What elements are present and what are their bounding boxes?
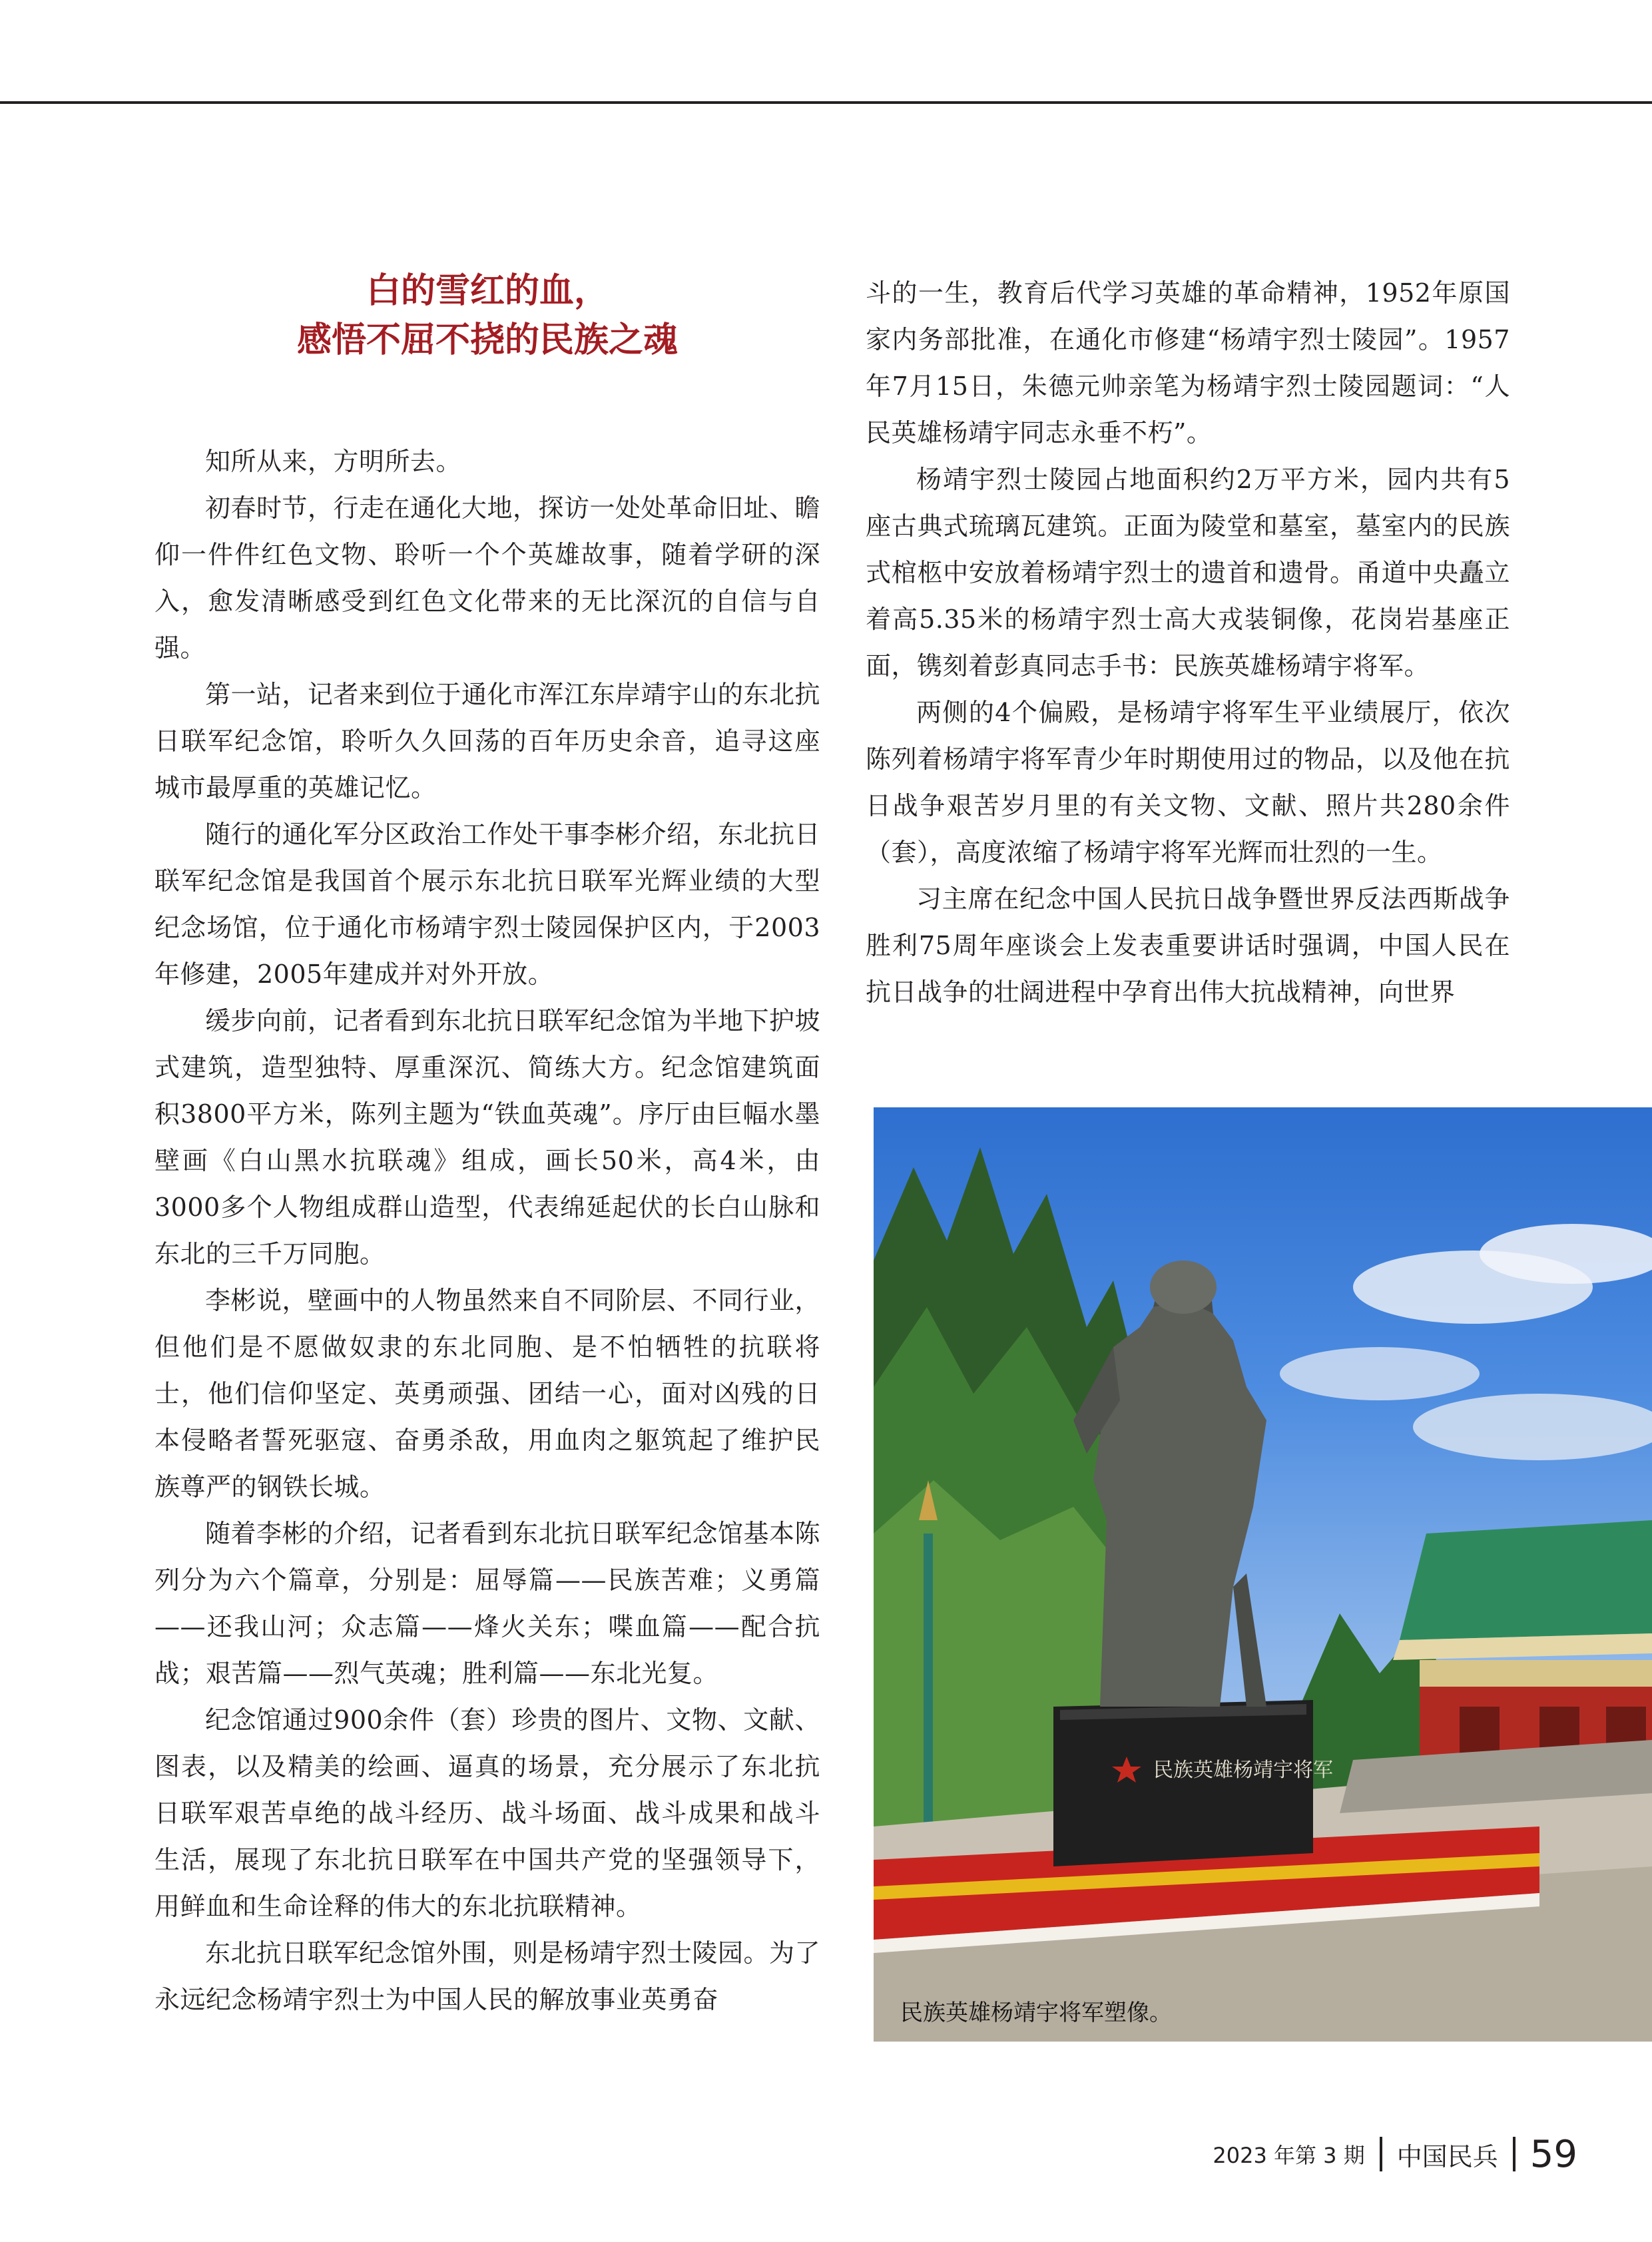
footer-divider [1380, 2137, 1382, 2171]
paragraph-continuation: 斗的一生，教育后代学习英雄的革命精神，1952年原国家内务部批准，在通化市修建“杨靖宇烈士陵园”。1957年7月15日，朱德元帅亲笔为杨靖宇烈士陵园题词：“人民英雄杨靖宇同志永垂不朽”。 [866, 278, 1510, 447]
photo-caption: 民族英雄杨靖宇将军塑像。 [900, 2000, 1172, 2026]
issue-label: 2023 年第 3 期 [1213, 2143, 1365, 2168]
paragraph: 知所从来，方明所去。 [205, 447, 462, 476]
pedestal-inscription: 民族英雄杨靖宇将军 [1153, 1759, 1333, 1782]
paragraph: 初春时节，行走在通化大地，探访一处处革命旧址、瞻仰一件件红色文物、聆听一个个英雄故事，随着学研的深入，愈发清晰感受到红色文化带来的无比深沉的自信与自强。 [154, 493, 821, 663]
headline-line-1: 白的雪红的血， [366, 271, 609, 311]
statue-photo [874, 1107, 1652, 2042]
right-column [866, 270, 1510, 1015]
paragraph: 东北抗日联军纪念馆外围，则是杨靖宇烈士陵园。为了永远纪念杨靖宇烈士为中国人民的解放事业英勇奋 [154, 1938, 821, 2014]
magazine-name: 中国民兵 [1396, 2141, 1498, 2171]
statue-scene [874, 1107, 1652, 2042]
article-headline [154, 266, 820, 365]
paragraph: 缓步向前，记者看到东北抗日联军纪念馆为半地下护坡式建筑，造型独特、厚重深沉、简练大方。纪念馆建筑面积3800平方米，陈列主题为“铁血英魂”。序厅由巨幅水墨壁画《白山黑水抗联魂》组成，画长50米，高4米，由3000多个人物组成群山造型，代表绵延起伏的长白山脉和东北的三千万同胞。 [154, 1006, 821, 1268]
paragraph: 随着李彬的介绍，记者看到东北抗日联军纪念馆基本陈列分为六个篇章，分别是：屈辱篇——民族苦难；义勇篇——还我山河；众志篇——烽火关东；喋血篇——配合抗战；艰苦篇——烈气英魂；胜利篇——东北光复。 [154, 1519, 821, 1688]
footer-divider [1513, 2137, 1515, 2171]
paragraph: 李彬说，壁画中的人物虽然来自不同阶层、不同行业，但他们是不愿做奴隶的东北同胞、是不怕牺牲的抗联将士，他们信仰坚定、英勇顽强、团结一心，面对凶残的日本侵略者誓死驱寇、奋勇杀敌，用血肉之躯筑起了维护民族尊严的钢铁长城。 [154, 1286, 821, 1502]
paragraph: 习主席在纪念中国人民抗日战争暨世界反法西斯战争胜利75周年座谈会上发表重要讲话时强调，中国人民在抗日战争的壮阔进程中孕育出伟大抗战精神，向世界 [866, 884, 1510, 1007]
paragraph: 纪念馆通过900余件（套）珍贵的图片、文物、文献、图表，以及精美的绘画、逼真的场景，充分展示了东北抗日联军艰苦卓绝的战斗经历、战斗场面、战斗成果和战斗生活，展现了东北抗日联军在中国共产党的坚强领导下，用鲜血和生命诠释的伟大的东北抗联精神。 [154, 1705, 820, 1921]
top-rule [0, 101, 1652, 104]
paragraph: 两侧的4个偏殿，是杨靖宇将军生平业绩展厅，依次陈列着杨靖宇将军青少年时期使用过的物品，以及他在抗日战争艰苦岁月里的有关文物、文献、照片共280余件（套），高度浓缩了杨靖宇将军光辉而壮烈的一生。 [866, 698, 1510, 867]
headline-line-2: 感悟不屈不挠的民族之魂 [296, 320, 678, 360]
left-column [154, 266, 820, 2023]
page-footer [1213, 2131, 1577, 2177]
paragraph: 随行的通化军分区政治工作处干事李彬介绍，东北抗日联军纪念馆是我国首个展示东北抗日联军光辉业绩的大型纪念场馆，位于通化市杨靖宇烈士陵园保护区内，于2003年修建，2005年建成并对外开放。 [154, 820, 821, 989]
paragraph: 第一站，记者来到位于通化市浑江东岸靖宇山的东北抗日联军纪念馆，聆听久久回荡的百年历史余音，追寻这座城市最厚重的英雄记忆。 [154, 680, 821, 802]
page-number: 59 [1529, 2132, 1577, 2176]
paragraph: 杨靖宇烈士陵园占地面积约2万平方米，园内共有5座古典式琉璃瓦建筑。正面为陵堂和墓室，墓室内的民族式棺柩中安放着杨靖宇烈士的遗首和遗骨。甬道中央矗立着高5.35米的杨靖宇烈士高大戎装铜像，花岗岩基座正面，镌刻着彭真同志手书：民族英雄杨靖宇将军。 [866, 465, 1510, 681]
